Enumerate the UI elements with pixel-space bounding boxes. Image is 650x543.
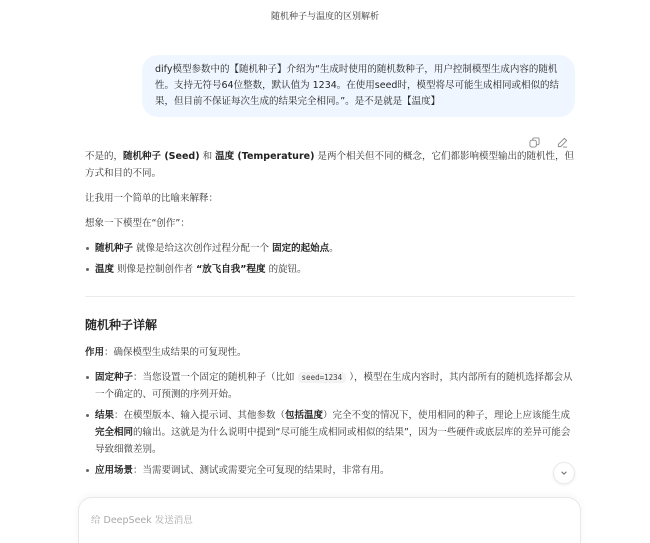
details-list bbox=[85, 369, 575, 479]
user-message-actions bbox=[527, 135, 569, 149]
divider bbox=[85, 296, 575, 297]
message-input[interactable] bbox=[91, 515, 568, 526]
analogy-lead: 让我用一个简单的比喻来解释： bbox=[85, 193, 219, 204]
answer-intro: 不是的，随机种子 (Seed) 和 温度 (Temperature) 是两个相关但不同的概念，它们都影响模型输出的随机性，但方式和目的不同。 bbox=[85, 151, 574, 179]
conversation-title-bar bbox=[0, 0, 650, 30]
chevron-down-icon bbox=[560, 469, 568, 477]
list-item: 随机种子 就像是给这次创作过程分配一个 固定的起始点。 bbox=[85, 240, 575, 257]
analogy-list bbox=[85, 240, 575, 278]
list-item: 固定种子：当您设置一个固定的随机种子（比如 seed=1234 ），模型在生成内容时，其内部所有的随机选择都会从一个确定的、可预测的序列开始。 bbox=[85, 369, 575, 403]
edit-icon bbox=[557, 137, 568, 148]
imagine-line: 想象一下模型在“创作”： bbox=[85, 218, 190, 229]
user-message-bubble: dify模型参数中的【随机种子】介绍为“生成时使用的随机数种子，用户控制模型生成内容的随机性。支持无符号64位整数，默认值为 1234。在使用seed时，模型将尽可能生成相同或相似的结果，但目前不保证每次生成的结果完全相同。”。是不是就是【温度】 bbox=[142, 55, 575, 117]
scroll-to-bottom-button[interactable] bbox=[553, 462, 575, 484]
message-composer bbox=[78, 497, 581, 543]
conversation-title: 随机种子与温度的区别解析 bbox=[270, 11, 379, 22]
list-item: 应用场景：当需要调试、测试或需要完全可复现的结果时，非常有用。 bbox=[85, 462, 575, 479]
list-item: 结果：在模型版本、输入提示词、其他参数（包括温度）完全不变的情况下，使用相同的种子，理论上应该能生成完全相同的输出。这就是为什么说明中提到“尽可能生成相同或相似的结果”，因为一些硬件或底层库的差异可能会导致细微差别。 bbox=[85, 407, 575, 458]
copy-button[interactable] bbox=[527, 135, 541, 149]
edit-button[interactable] bbox=[555, 135, 569, 149]
user-message bbox=[142, 55, 575, 117]
assistant-answer bbox=[85, 148, 575, 487]
chat-scroll-area[interactable] bbox=[0, 40, 650, 543]
inline-code: seed=1234 bbox=[298, 372, 347, 383]
list-item: 温度 则像是控制创作者 “放飞自我”程度 的旋钮。 bbox=[85, 261, 575, 278]
section-heading: 随机种子详解 bbox=[85, 318, 158, 332]
copy-icon bbox=[529, 137, 540, 148]
role-line: 作用：确保模型生成结果的可复现性。 bbox=[85, 347, 247, 358]
